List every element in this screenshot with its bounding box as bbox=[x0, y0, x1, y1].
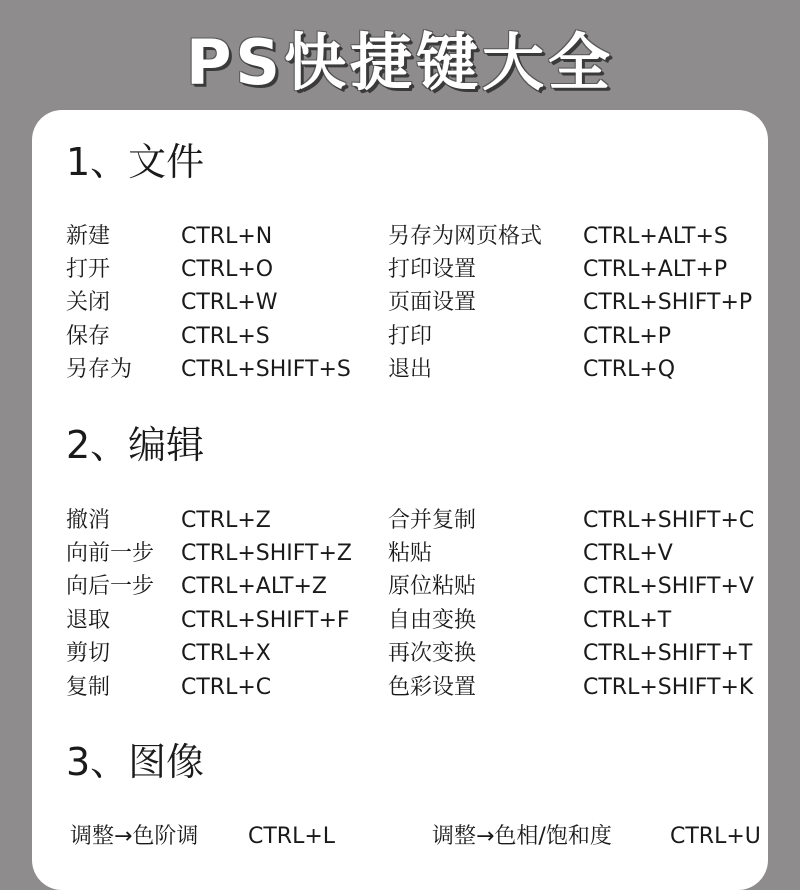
shortcut-row bbox=[0, 637, 800, 670]
shortcut-name: 保存 bbox=[66, 324, 111, 349]
section-heading-image: 3、图像 bbox=[66, 740, 205, 784]
shortcut-key: CTRL+L bbox=[248, 824, 336, 849]
shortcut-key: CTRL+SHIFT+T bbox=[583, 641, 753, 666]
shortcut-row bbox=[0, 253, 800, 286]
shortcut-row bbox=[0, 504, 800, 537]
shortcut-key: CTRL+ALT+P bbox=[583, 257, 728, 282]
shortcut-key: CTRL+Z bbox=[181, 508, 271, 533]
shortcut-row bbox=[0, 671, 800, 704]
shortcut-name: 自由变换 bbox=[388, 608, 477, 633]
section-heading-edit: 2、编辑 bbox=[66, 423, 205, 467]
shortcut-name: 打开 bbox=[66, 257, 111, 282]
shortcut-name: 页面设置 bbox=[388, 290, 477, 315]
shortcut-key: CTRL+O bbox=[181, 257, 274, 282]
shortcut-name: 另存为 bbox=[66, 357, 133, 382]
shortcut-key: CTRL+N bbox=[181, 224, 273, 249]
shortcut-name: 剪切 bbox=[66, 641, 111, 666]
shortcut-row bbox=[0, 820, 800, 853]
shortcut-key: CTRL+SHIFT+S bbox=[181, 357, 351, 382]
shortcut-name: 调整→色阶调 bbox=[70, 824, 199, 849]
shortcut-key: CTRL+C bbox=[181, 675, 272, 700]
shortcut-name: 撤消 bbox=[66, 508, 111, 533]
shortcut-name: 原位粘贴 bbox=[388, 574, 477, 599]
shortcut-name: 新建 bbox=[66, 224, 111, 249]
shortcut-key: CTRL+SHIFT+Z bbox=[181, 541, 352, 566]
shortcut-row bbox=[0, 604, 800, 637]
shortcut-row bbox=[0, 353, 800, 386]
shortcut-name: 复制 bbox=[66, 675, 111, 700]
shortcut-name: 退出 bbox=[388, 357, 433, 382]
shortcut-key: CTRL+W bbox=[181, 290, 278, 315]
shortcut-name: 粘贴 bbox=[388, 541, 433, 566]
shortcut-key: CTRL+SHIFT+P bbox=[583, 290, 753, 315]
shortcut-key: CTRL+U bbox=[670, 824, 761, 849]
shortcut-key: CTRL+P bbox=[583, 324, 672, 349]
shortcut-name: 另存为网页格式 bbox=[388, 224, 543, 249]
shortcut-row bbox=[0, 220, 800, 253]
shortcut-name: 色彩设置 bbox=[388, 675, 477, 700]
shortcut-name: 打印设置 bbox=[388, 257, 477, 282]
shortcut-key: CTRL+SHIFT+V bbox=[583, 574, 754, 599]
shortcut-name: 关闭 bbox=[66, 290, 111, 315]
shortcut-name: 打印 bbox=[388, 324, 433, 349]
shortcut-name: 调整→色相/饱和度 bbox=[432, 824, 612, 849]
shortcut-key: CTRL+V bbox=[583, 541, 673, 566]
section-heading-file: 1、文件 bbox=[66, 140, 205, 184]
shortcut-name: 退取 bbox=[66, 608, 111, 633]
shortcut-name: 向后一步 bbox=[66, 574, 155, 599]
shortcut-key: CTRL+ALT+Z bbox=[181, 574, 327, 599]
shortcut-key: CTRL+X bbox=[181, 641, 271, 666]
shortcut-row bbox=[0, 320, 800, 353]
shortcut-name: 向前一步 bbox=[66, 541, 155, 566]
shortcut-key: CTRL+ALT+S bbox=[583, 224, 728, 249]
shortcut-key: CTRL+Q bbox=[583, 357, 676, 382]
shortcut-key: CTRL+S bbox=[181, 324, 270, 349]
shortcut-row bbox=[0, 537, 800, 570]
shortcut-key: CTRL+SHIFT+F bbox=[181, 608, 350, 633]
shortcut-key: CTRL+T bbox=[583, 608, 672, 633]
shortcut-row bbox=[0, 286, 800, 319]
shortcut-name: 合并复制 bbox=[388, 508, 477, 533]
shortcut-key: CTRL+SHIFT+K bbox=[583, 675, 754, 700]
shortcut-key: CTRL+SHIFT+C bbox=[583, 508, 755, 533]
shortcut-row bbox=[0, 570, 800, 603]
shortcut-name: 再次变换 bbox=[388, 641, 477, 666]
page-title: PS快捷键大全 bbox=[185, 26, 615, 99]
